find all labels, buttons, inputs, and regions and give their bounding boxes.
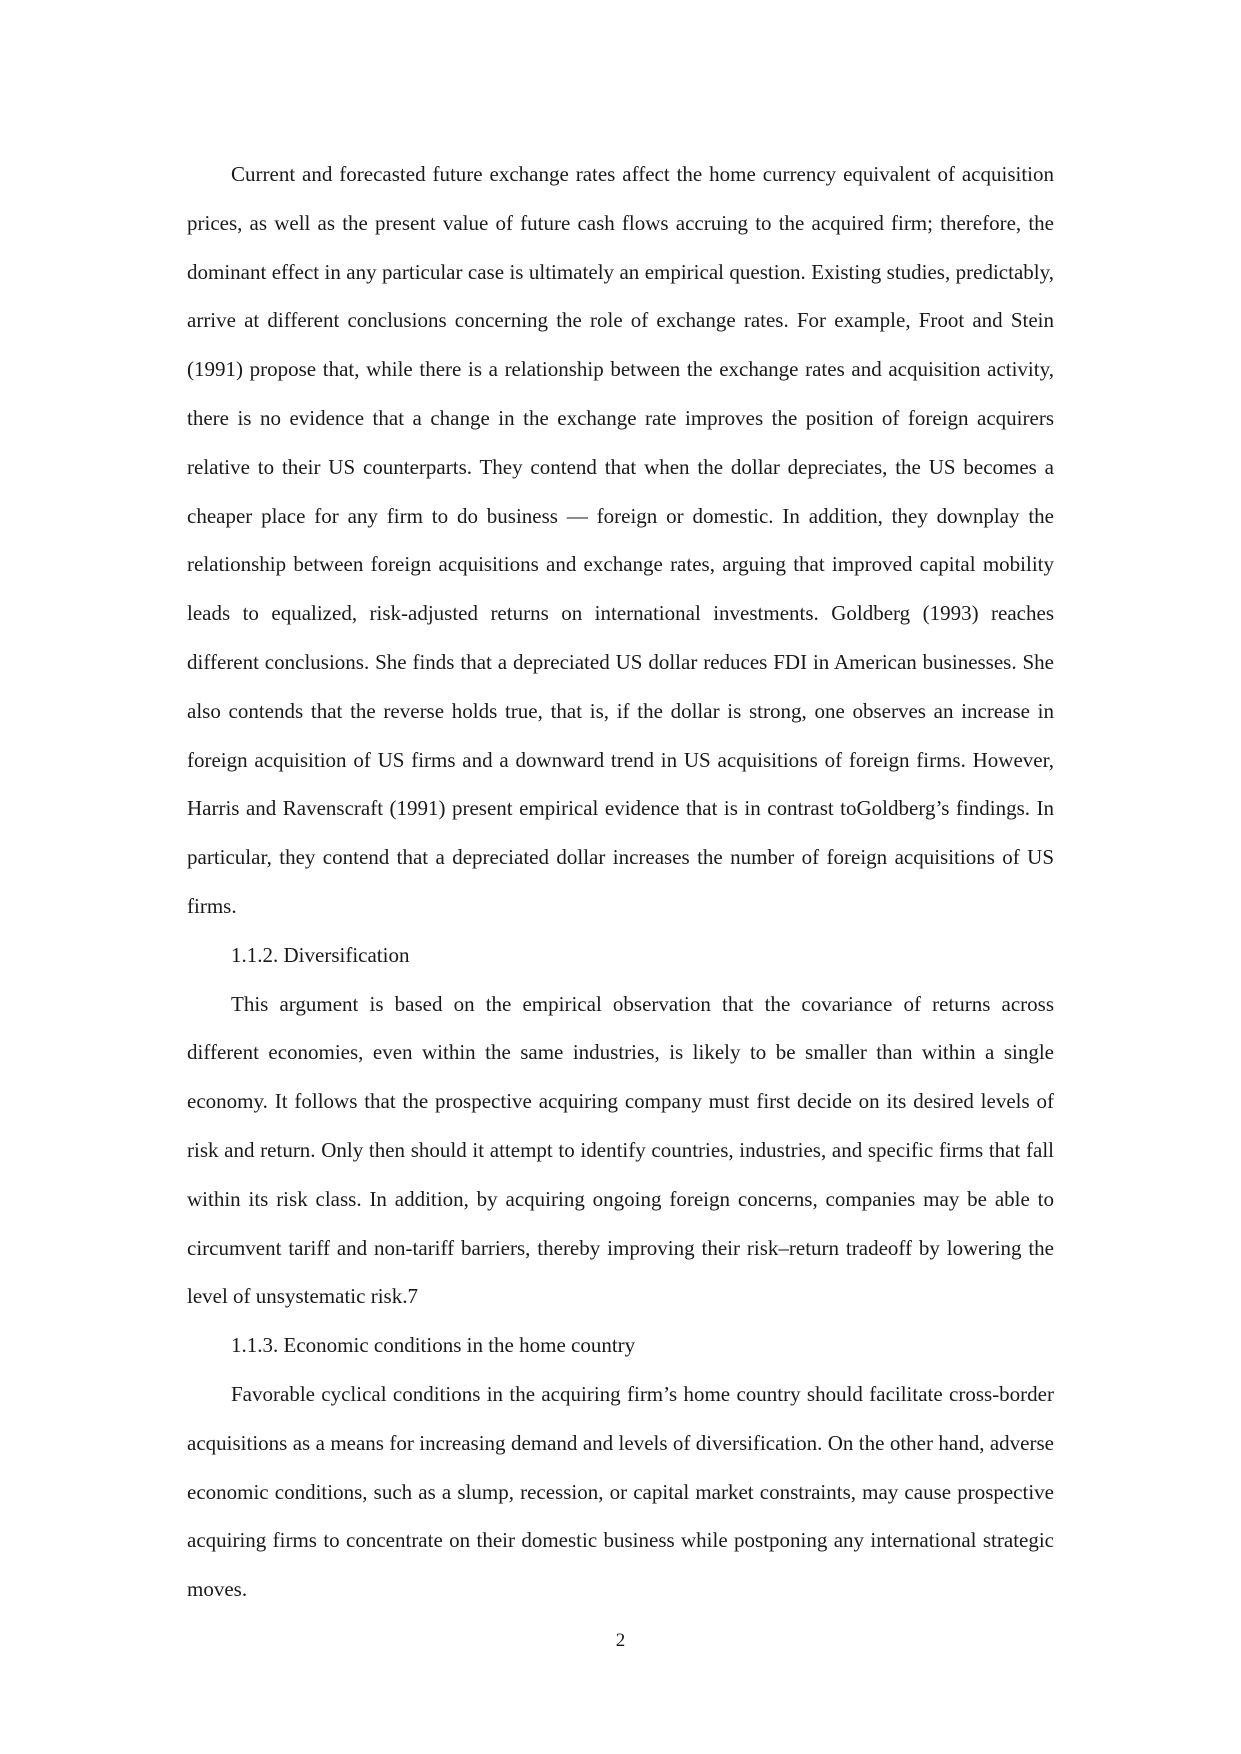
- section-heading-diversification: 1.1.2. Diversification: [231, 942, 410, 967]
- paragraph-diversification: This argument is based on the empirical observation that the covariance of returns across different economies, even within the same industries, is likely to be smaller than within a single economy. It follows that the prospective acquiring company must first decide on its desired levels of risk and return. Only then should it attempt to identify countries, industries, and specific firms that fall within its risk class. In addition, by acquiring ongoing foreign concerns, companies may be able to circumvent tariff and non-tariff barriers, thereby improving their risk–return tradeoff by lowering the level of unsystematic risk.7: [187, 991, 1054, 1309]
- section-heading-economic-conditions: 1.1.3. Economic conditions in the home country: [231, 1333, 636, 1358]
- paragraph-economic-conditions: Favorable cyclical conditions in the acquiring firm’s home country should facilitate cross-border acquisitions as a means for increasing demand and levels of diversification. On the other hand, adverse economic conditions, such as a slump, recession, or capital market constraints, may cause prospective acquiring firms to concentrate on their domestic business while postponing any international strategic moves.: [187, 1381, 1054, 1602]
- page-number: 2: [615, 1630, 626, 1651]
- document-body: [187, 150, 1054, 1614]
- paragraph-exchange-rates: Current and forecasted future exchange rates affect the home currency equivalent of acquisition prices, as well as the present value of future cash flows accruing to the acquired firm; therefore, the dominant effect in any particular case is ultimately an empirical question. Existing studies, predictably, arrive at different conclusions concerning the role of exchange rates. For example, Froot and Stein (1991) propose that, while there is a relationship between the exchange rates and acquisition activity, there is no evidence that a change in the exchange rate improves the position of foreign acquirers relative to their US counterparts. They contend that when the dollar depreciates, the US becomes a cheaper place for any firm to do business — foreign or domestic. In addition, they downplay the relationship between foreign acquisitions and exchange rates, arguing that improved capital mobility leads to equalized, risk-adjusted returns on international investments. Goldberg (1993) reaches different conclusions. She finds that a depreciated US dollar reduces FDI in American businesses. She also contends that the reverse holds true, that is, if the dollar is strong, one observes an increase in foreign acquisition of US firms and a downward trend in US acquisitions of foreign firms. However, Harris and Ravenscraft (1991) present empirical evidence that is in contrast toGoldberg’s findings. In particular, they contend that a depreciated dollar increases the number of foreign acquisitions of US firms.: [187, 162, 1054, 918]
